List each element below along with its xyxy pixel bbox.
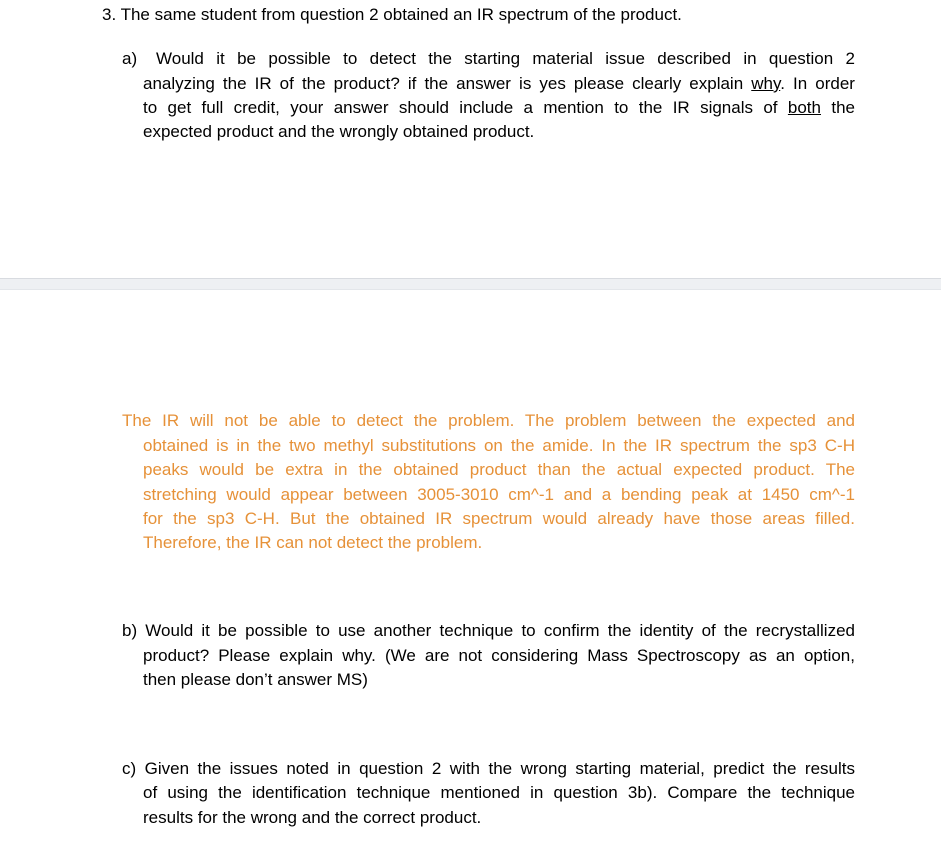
underlined-why: why: [751, 74, 781, 93]
part-a-line-2-end: . In order: [780, 74, 855, 93]
part-b-line: product? Please explain why. (We are not considering Mass Spectroscopy as an option,: [143, 646, 855, 665]
part-a-label: a): [122, 49, 138, 68]
part-b-line: b) Would it be possible to use another technique to confirm the identity of the recrystallized: [122, 621, 855, 640]
question-3-header: 3. The same student from question 2 obtained an IR spectrum of the product.: [102, 5, 682, 24]
part-a-line-4: expected product and the wrongly obtained product.: [143, 122, 535, 141]
part-c-line: of using the identification technique mentioned in question 3b). Compare the technique: [143, 783, 855, 802]
part-a-line-2: [143, 74, 855, 94]
answer-a-line: peaks would be extra in the obtained product than the actual expected product. The: [143, 460, 855, 479]
answer-a-line: obtained is in the two methyl substitutions on the amide. In the IR spectrum the sp3 C-H: [143, 436, 855, 455]
answer-a-line: stretching would appear between 3005-3010 cm^-1 and a bending peak at 1450 cm^-1: [143, 485, 855, 504]
part-a-line-2-text: analyzing the IR of the product? if the answer is yes please clearly explain: [143, 74, 744, 93]
part-c-line: c) Given the issues noted in question 2 with the wrong starting material, predict the results: [122, 759, 855, 778]
page-break-divider: [0, 278, 941, 290]
part-b-line: then please don’t answer MS): [143, 670, 368, 689]
part-a-line-1: Would it be possible to detect the starting material issue described in question 2: [156, 49, 855, 68]
answer-a-line: The IR will not be able to detect the problem. The problem between the expected and: [122, 411, 855, 430]
part-c-line: results for the wrong and the correct product.: [143, 808, 482, 827]
underlined-both: both: [787, 98, 821, 117]
part-a-line-3-end: the: [831, 98, 855, 117]
part-a-line-3: [143, 98, 855, 118]
answer-a-line: Therefore, the IR can not detect the problem.: [143, 533, 483, 552]
part-a-line-3-text: to get full credit, your answer should include a mention to the IR signals of: [143, 98, 778, 117]
answer-a-line: for the sp3 C-H. But the obtained IR spectrum would already have those areas filled.: [143, 509, 855, 528]
